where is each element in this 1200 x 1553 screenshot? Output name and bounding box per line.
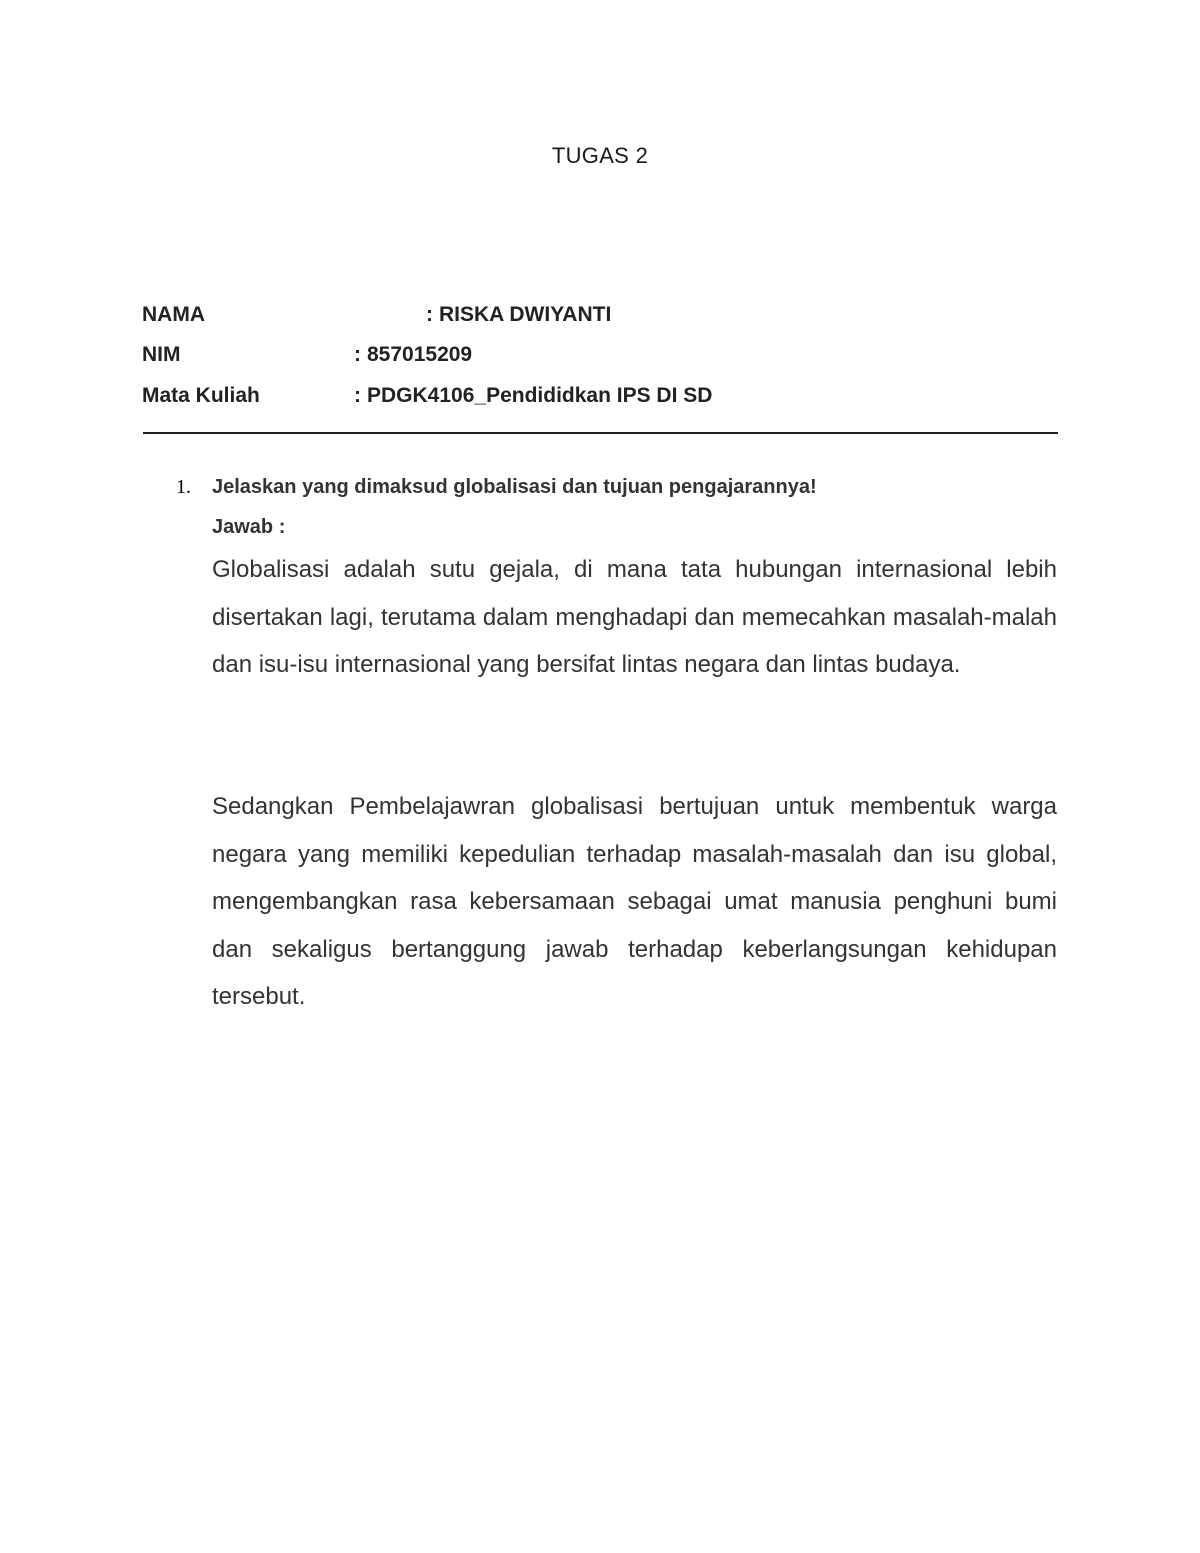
question-number: 1. <box>176 476 191 498</box>
nim-value: 857015209 <box>367 343 473 366</box>
header-divider <box>143 432 1058 434</box>
answer-paragraph-2: Sedangkan Pembelajawran globalisasi bertujuan untuk membentuk warga negara yang memiliki kepedulian terhadap masalah-masalah dan isu global, mengembangkan rasa kebersamaan sebagai umat manusia penghuni bumi dan sekaligus bertanggung jawab terhadap keberlangsungan kehidupan tersebut. <box>212 793 1057 1010</box>
mata-kuliah-label: Mata Kuliah <box>142 384 260 407</box>
mata-kuliah-value: PDGK4106_Pendididkan IPS DI SD <box>367 384 713 407</box>
answer-label: Jawab : <box>212 516 286 538</box>
nama-separator: : <box>426 303 433 326</box>
question-text: Jelaskan yang dimaksud globalisasi dan tujuan pengajarannya! <box>212 476 817 498</box>
document-title: TUGAS 2 <box>551 143 649 168</box>
nama-label: NAMA <box>142 303 205 326</box>
nim-separator: : <box>354 343 361 366</box>
answer-paragraph-1: Globalisasi adalah sutu gejala, di mana tata hubungan internasional lebih disertakan lagi, terutama dalam menghadapi dan memecahkan masalah-malah dan isu-isu internasional yang bersifat lintas negara dan lintas budaya. <box>212 556 1057 678</box>
nama-value: RISKA DWIYANTI <box>439 303 612 326</box>
mata-kuliah-separator: : <box>354 384 361 407</box>
nim-label: NIM <box>142 343 181 366</box>
